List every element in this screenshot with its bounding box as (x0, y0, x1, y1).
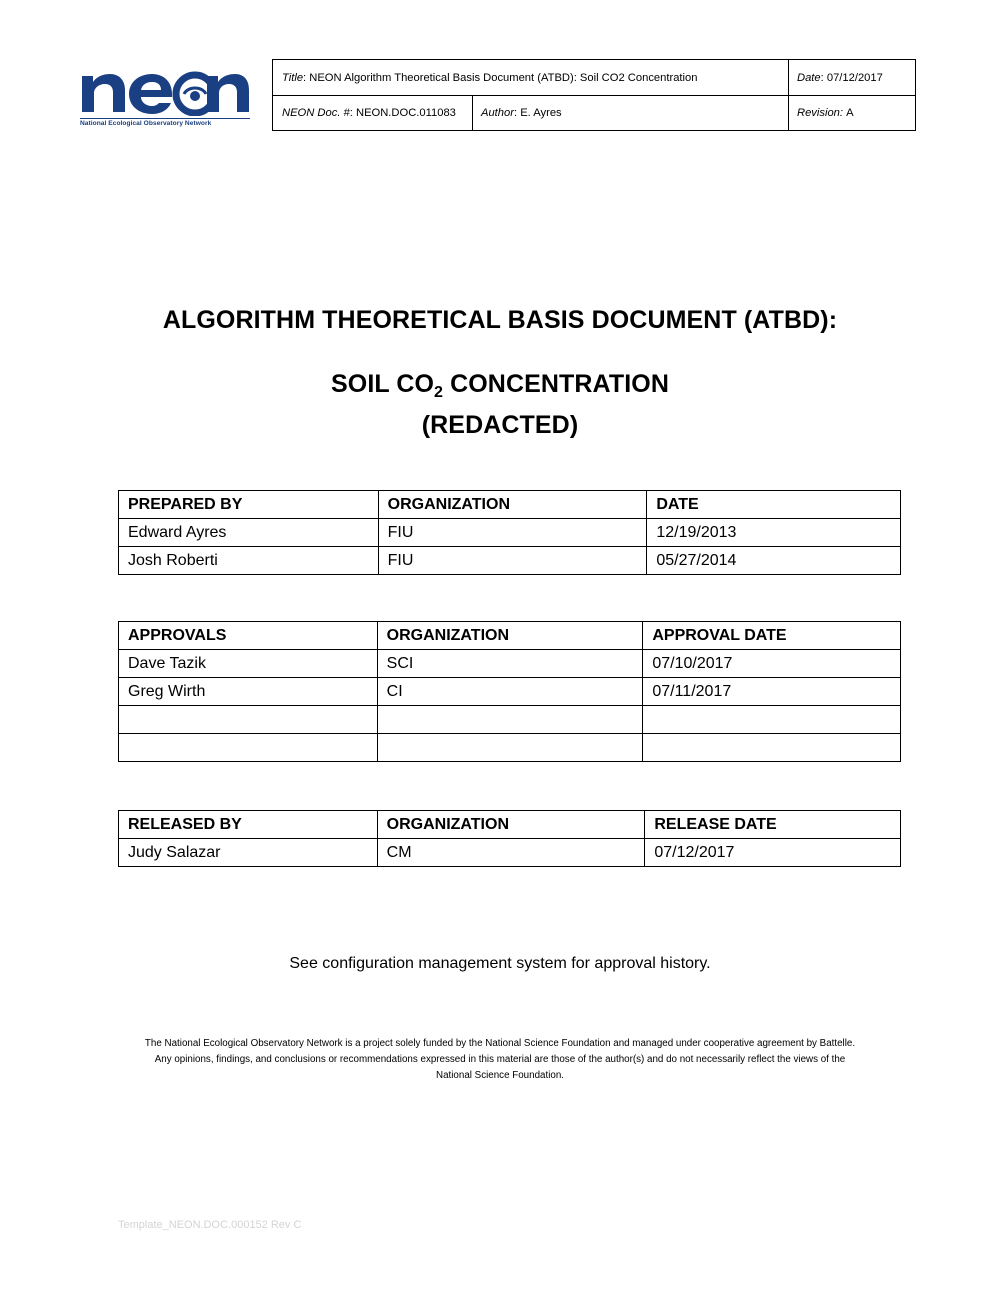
header-doc-label: NEON Doc. # (282, 107, 350, 119)
table-row (119, 519, 901, 547)
document-title-line3: (REDACTED) (421, 411, 579, 439)
table-header-cell: ORGANIZATION (377, 622, 643, 650)
header-author-cell: Author : E. Ayres (481, 107, 562, 119)
header-revision-value: A (846, 107, 854, 119)
table-cell: Edward Ayres (119, 519, 379, 547)
header-doc-value: NEON.DOC.011083 (355, 107, 456, 119)
table-cell: CI (377, 678, 643, 706)
header-revision-label: Revision: (797, 107, 844, 119)
disclaimer-line: Any opinions, findings, and conclusions or recommendations expressed in this material are those of the author(s) and do not necessarily reflect the views of the (154, 1054, 846, 1065)
header-author-label: Author (481, 107, 514, 119)
table-cell: FIU (378, 547, 647, 575)
table-cell: 07/12/2017 (645, 839, 901, 867)
neon-logo (80, 62, 250, 130)
header-doc-cell: NEON Doc. # : NEON.DOC.011083 (282, 107, 456, 119)
table-cell (377, 706, 643, 734)
table-cell: 07/11/2017 (643, 678, 901, 706)
table-cell (377, 734, 643, 762)
table-cell: SCI (377, 650, 643, 678)
table-row (119, 547, 901, 575)
table-row (119, 678, 901, 706)
title-line2-prefix: SOIL CO (331, 370, 435, 398)
table-cell (643, 734, 901, 762)
table-cell: Greg Wirth (119, 678, 378, 706)
title-line2-subscript: 2 (434, 384, 444, 401)
header-revision-cell (788, 95, 916, 131)
table-cell (643, 706, 901, 734)
neon-wordmark-graphic (80, 62, 250, 116)
table-header-row (119, 811, 901, 839)
header-author-value: E. Ayres (520, 107, 562, 119)
template-footer: Template_NEON.DOC.000152 Rev C (118, 1219, 302, 1231)
approval-history-note: See configuration management system for approval history. (289, 955, 711, 972)
table-header-row (119, 622, 901, 650)
table-cell: 12/19/2013 (647, 519, 901, 547)
table-header-row (119, 491, 901, 519)
table-cell: FIU (378, 519, 647, 547)
approvals-table (118, 621, 901, 762)
header-date-value: 07/12/2017 (826, 71, 883, 84)
table-cell: Dave Tazik (119, 650, 378, 678)
document-title-line2 (0, 370, 1000, 402)
table-cell: 05/27/2014 (647, 547, 901, 575)
title-line2-suffix: CONCENTRATION (443, 370, 669, 398)
table-row (119, 734, 901, 762)
table-row (119, 839, 901, 867)
table-cell (119, 734, 378, 762)
table-header-cell: RELEASE DATE (645, 811, 901, 839)
table-header-cell: ORGANIZATION (377, 811, 645, 839)
table-cell (119, 706, 378, 734)
document-title-line1: ALGORITHM THEORETICAL BASIS DOCUMENT (ATBD): (162, 306, 838, 334)
header-title-label: Title (282, 71, 304, 84)
table-header-cell: DATE (647, 491, 901, 519)
logo-tagline: National Ecological Observatory Network (80, 118, 250, 127)
table-cell: Josh Roberti (119, 547, 379, 575)
funding-disclaimer (110, 1036, 890, 1084)
table-header-cell: PREPARED BY (119, 491, 379, 519)
table-header-cell: RELEASED BY (119, 811, 378, 839)
table-row (119, 706, 901, 734)
disclaimer-line: The National Ecological Observatory Network is a project solely funded by the National Science Foundation and managed under cooperative agreement by Battelle. (144, 1038, 856, 1049)
header-title-cell: Title : NEON Algorithm Theoretical Basis Document (ATBD): Soil CO2 Concentration (282, 71, 698, 84)
table-header-cell: ORGANIZATION (378, 491, 647, 519)
table-header-cell: APPROVALS (119, 622, 378, 650)
header-date-cell: Date : 07/12/2017 (797, 71, 883, 84)
header-title-value: NEON Algorithm Theoretical Basis Document (ATBD): Soil CO2 Concentration (309, 71, 698, 84)
table-cell: Judy Salazar (119, 839, 378, 867)
header-date-label: Date (797, 71, 821, 84)
prepared-by-table (118, 490, 901, 575)
table-cell: CM (377, 839, 645, 867)
document-header-table (272, 59, 916, 131)
disclaimer-line: National Science Foundation. (436, 1070, 564, 1081)
table-cell: 07/10/2017 (643, 650, 901, 678)
released-by-table (118, 810, 901, 867)
table-row (119, 650, 901, 678)
table-header-cell: APPROVAL DATE (643, 622, 901, 650)
